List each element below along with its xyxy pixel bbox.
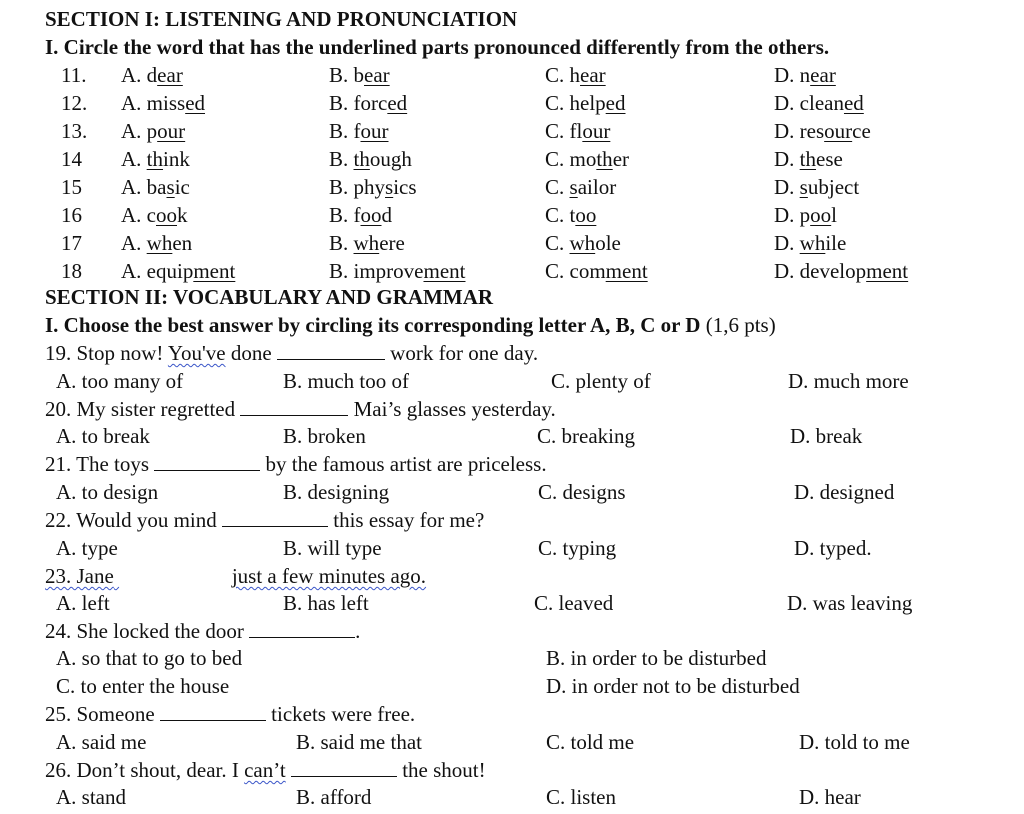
section-1-title: SECTION I: LISTENING AND PRONUNCIATION [45, 7, 518, 31]
option-a[interactable]: A. left [56, 591, 110, 615]
option-c[interactable] [545, 174, 616, 200]
underlined-part: our [157, 119, 186, 143]
word-part: ics [393, 175, 417, 199]
question-text: 23. Jane [45, 564, 114, 588]
option-c[interactable]: C. to enter the house [56, 674, 230, 698]
underlined-part: wh [146, 231, 173, 255]
option-c[interactable]: C. breaking [537, 424, 635, 448]
word-part: ese [816, 147, 843, 171]
option-a[interactable]: A. to design [56, 480, 159, 504]
underlined-part: ed [843, 91, 864, 115]
word-part: ink [163, 147, 190, 171]
underlined-part: s [166, 175, 175, 199]
question-text: . [355, 619, 361, 643]
word-part: A. [121, 147, 147, 171]
option-b[interactable]: B. afford [296, 785, 372, 809]
word-part: k [177, 203, 188, 227]
question-21 [45, 451, 547, 477]
word-part: D. res [774, 119, 825, 143]
word-part: D. n [774, 63, 811, 87]
option-d[interactable] [774, 146, 843, 172]
option-d[interactable]: D. break [790, 424, 863, 448]
question-text: tickets were free. [271, 702, 416, 726]
option-a[interactable] [121, 258, 235, 284]
instruction-text: I. Choose the best answer by circling its corresponding letter A, B, C or D [45, 313, 701, 337]
underlined-part: ear [810, 63, 836, 87]
word-part: B. f [329, 119, 361, 143]
question-24 [45, 618, 360, 644]
option-c[interactable] [545, 62, 606, 88]
question-text: just a few minutes ago. [231, 564, 427, 588]
underlined-part: ed [387, 91, 408, 115]
section-1-instruction: I. Circle the word that has the underlined parts pronounced differently from the others. [45, 35, 830, 59]
option-c[interactable] [545, 90, 626, 116]
word-part: ole [595, 231, 621, 255]
option-c[interactable]: C. plenty of [551, 369, 651, 393]
word-part: C. t [545, 203, 576, 227]
underlined-part: ed [185, 91, 206, 115]
word-part: en [172, 231, 193, 255]
underlined-part: ment [605, 259, 648, 283]
answer-blank[interactable] [154, 452, 260, 471]
underlined-part: th [353, 147, 370, 171]
question-text: 25. Someone [45, 702, 155, 726]
word-part: ile [825, 231, 847, 255]
option-d[interactable] [774, 62, 836, 88]
underlined-part: our [582, 119, 611, 143]
question-number: 15 [61, 175, 82, 199]
word-part: A. [121, 231, 147, 255]
option-d[interactable] [774, 230, 846, 256]
question-text-marked: can’t [244, 758, 286, 782]
word-part: A. p [121, 119, 158, 143]
option-a[interactable] [121, 62, 183, 88]
underlined-part: oo [156, 203, 177, 227]
answer-blank[interactable] [222, 508, 328, 527]
option-c[interactable] [545, 230, 621, 256]
question-26 [45, 757, 486, 783]
option-d[interactable]: D. told to me [799, 730, 910, 754]
option-a[interactable] [121, 230, 192, 256]
question-text: 26. Don’t shout, dear. I [45, 758, 245, 782]
question-text: 21. The toys [45, 452, 150, 476]
word-part: ailor [577, 175, 617, 199]
instruction-points: (1,6 pts) [700, 313, 776, 337]
answer-blank[interactable] [249, 619, 355, 638]
option-c[interactable]: C. leaved [534, 591, 614, 615]
word-part: C. com [545, 259, 606, 283]
word-part: B. [329, 147, 354, 171]
section-2-title: SECTION II: VOCABULARY AND GRAMMAR [45, 285, 494, 309]
option-b[interactable] [329, 230, 405, 256]
question-text: 19. Stop now! [45, 341, 168, 365]
question-text: Mai’s glasses yesterday. [353, 397, 556, 421]
question-number: 16 [61, 203, 82, 227]
word-part: A. d [121, 63, 158, 87]
underlined-part: th [596, 147, 613, 171]
option-d[interactable]: D. hear [799, 785, 861, 809]
question-number: 17 [61, 231, 82, 255]
option-a[interactable]: A. type [56, 536, 118, 560]
option-b[interactable] [329, 118, 389, 144]
word-part: A. c [121, 203, 156, 227]
question-text: this essay for me? [333, 508, 485, 532]
option-d[interactable]: D. much more [788, 369, 909, 393]
word-part: D. [774, 147, 800, 171]
question-23 [45, 563, 426, 589]
option-c[interactable]: C. listen [546, 785, 617, 809]
question-number: 11. [61, 63, 87, 87]
option-d[interactable] [774, 90, 864, 116]
underlined-part: th [799, 147, 817, 171]
word-part: D. p [774, 203, 811, 227]
underlined-part: s [799, 175, 808, 199]
word-part: C. help [545, 91, 606, 115]
question-number: 13. [61, 119, 88, 143]
word-part: ough [369, 147, 412, 171]
word-part: C. h [545, 63, 581, 87]
option-b[interactable] [329, 90, 407, 116]
word-part: C. [545, 175, 570, 199]
word-part: D. clean [774, 91, 844, 115]
option-d[interactable] [774, 118, 871, 144]
question-25 [45, 701, 415, 727]
option-a[interactable] [121, 118, 185, 144]
option-d[interactable]: D. typed. [794, 536, 872, 560]
option-b[interactable]: B. designing [283, 480, 390, 504]
underlined-part: ment [423, 259, 466, 283]
word-part: D. develop [774, 259, 867, 283]
question-text: the shout! [402, 758, 486, 782]
question-text: 22. Would you mind [45, 508, 217, 532]
underlined-part: ear [157, 63, 183, 87]
underlined-part: ear [364, 63, 390, 87]
option-c[interactable]: C. designs [538, 480, 626, 504]
option-a[interactable]: A. stand [56, 785, 126, 809]
answer-blank[interactable] [291, 758, 397, 777]
underlined-part: wh [353, 231, 380, 255]
option-a[interactable] [121, 146, 190, 172]
word-part: D. [774, 231, 800, 255]
question-22 [45, 507, 484, 533]
option-a[interactable] [121, 202, 188, 228]
question-number: 18 [61, 259, 82, 283]
word-part: C. mo [545, 147, 597, 171]
option-d[interactable] [774, 258, 908, 284]
underlined-part: oo [575, 203, 597, 227]
word-part: ce [852, 119, 871, 143]
option-d[interactable]: D. was leaving [787, 591, 913, 615]
option-b[interactable] [329, 146, 412, 172]
option-b[interactable]: B. much too of [283, 369, 409, 393]
underlined-part: ment [866, 259, 909, 283]
option-a[interactable] [121, 90, 205, 116]
option-b[interactable]: B. in order to be disturbed [546, 646, 767, 670]
word-part: l [831, 203, 838, 227]
option-a[interactable]: A. so that to go to bed [56, 646, 243, 670]
word-part: C. fl [545, 119, 583, 143]
section-2-instruction [45, 312, 776, 338]
question-text: 20. My sister regretted [45, 397, 236, 421]
word-part: B. b [329, 63, 365, 87]
underlined-part: wh [569, 231, 596, 255]
answer-blank[interactable] [277, 341, 385, 360]
option-a[interactable]: A. to break [56, 424, 150, 448]
underlined-part: oo [360, 203, 382, 227]
word-part: C. [545, 231, 570, 255]
word-part: d [381, 203, 392, 227]
option-b[interactable]: B. broken [283, 424, 366, 448]
word-part: D. [774, 175, 800, 199]
option-c[interactable] [545, 118, 610, 144]
option-d[interactable] [774, 174, 859, 200]
word-part: B. improve [329, 259, 424, 283]
underlined-part: our [360, 119, 389, 143]
answer-blank[interactable] [160, 702, 266, 721]
option-b[interactable]: B. said me that [296, 730, 422, 754]
word-part: A. miss [121, 91, 186, 115]
word-part: ic [174, 175, 190, 199]
word-part: B. phy [329, 175, 386, 199]
word-part: B. forc [329, 91, 388, 115]
underlined-part: ed [605, 91, 626, 115]
word-part: ubject [807, 175, 860, 199]
option-b[interactable] [329, 62, 390, 88]
option-a[interactable]: A. too many of [56, 369, 184, 393]
question-text: done [225, 341, 272, 365]
underlined-part: our [824, 119, 853, 143]
option-b[interactable] [329, 202, 392, 228]
option-c[interactable] [545, 258, 648, 284]
word-part: ere [379, 231, 405, 255]
word-part: A. equip [121, 259, 194, 283]
underlined-part: ment [193, 259, 236, 283]
word-part: A. ba [121, 175, 167, 199]
question-number: 14 [61, 147, 82, 171]
option-b[interactable] [329, 174, 417, 200]
option-d[interactable] [774, 202, 837, 228]
underlined-part: s [385, 175, 394, 199]
option-c[interactable]: C. typing [538, 536, 617, 560]
underlined-part: s [569, 175, 578, 199]
option-c[interactable] [545, 146, 629, 172]
underlined-part: ear [580, 63, 606, 87]
underlined-part: th [146, 147, 164, 171]
question-text: by the famous artist are priceless. [265, 452, 547, 476]
word-part: B. [329, 231, 354, 255]
option-c[interactable] [545, 202, 596, 228]
question-20 [45, 396, 556, 422]
question-text: work for one day. [390, 341, 539, 365]
question-text: 24. She locked the door [45, 619, 244, 643]
option-a[interactable] [121, 174, 190, 200]
option-b[interactable] [329, 258, 466, 284]
answer-blank[interactable] [240, 397, 348, 416]
option-b[interactable]: B. has left [283, 591, 369, 615]
option-d[interactable]: D. designed [794, 480, 895, 504]
question-text-marked: You've [167, 341, 226, 365]
underlined-part: oo [810, 203, 832, 227]
answer-blank[interactable] [114, 563, 232, 589]
word-part: B. f [329, 203, 361, 227]
option-a[interactable]: A. said me [56, 730, 147, 754]
underlined-part: wh [799, 231, 826, 255]
question-19 [45, 340, 538, 366]
option-d[interactable]: D. in order not to be disturbed [546, 674, 800, 698]
question-number: 12. [61, 91, 88, 115]
option-c[interactable]: C. told me [546, 730, 635, 754]
word-part: er [612, 147, 630, 171]
option-b[interactable]: B. will type [283, 536, 382, 560]
